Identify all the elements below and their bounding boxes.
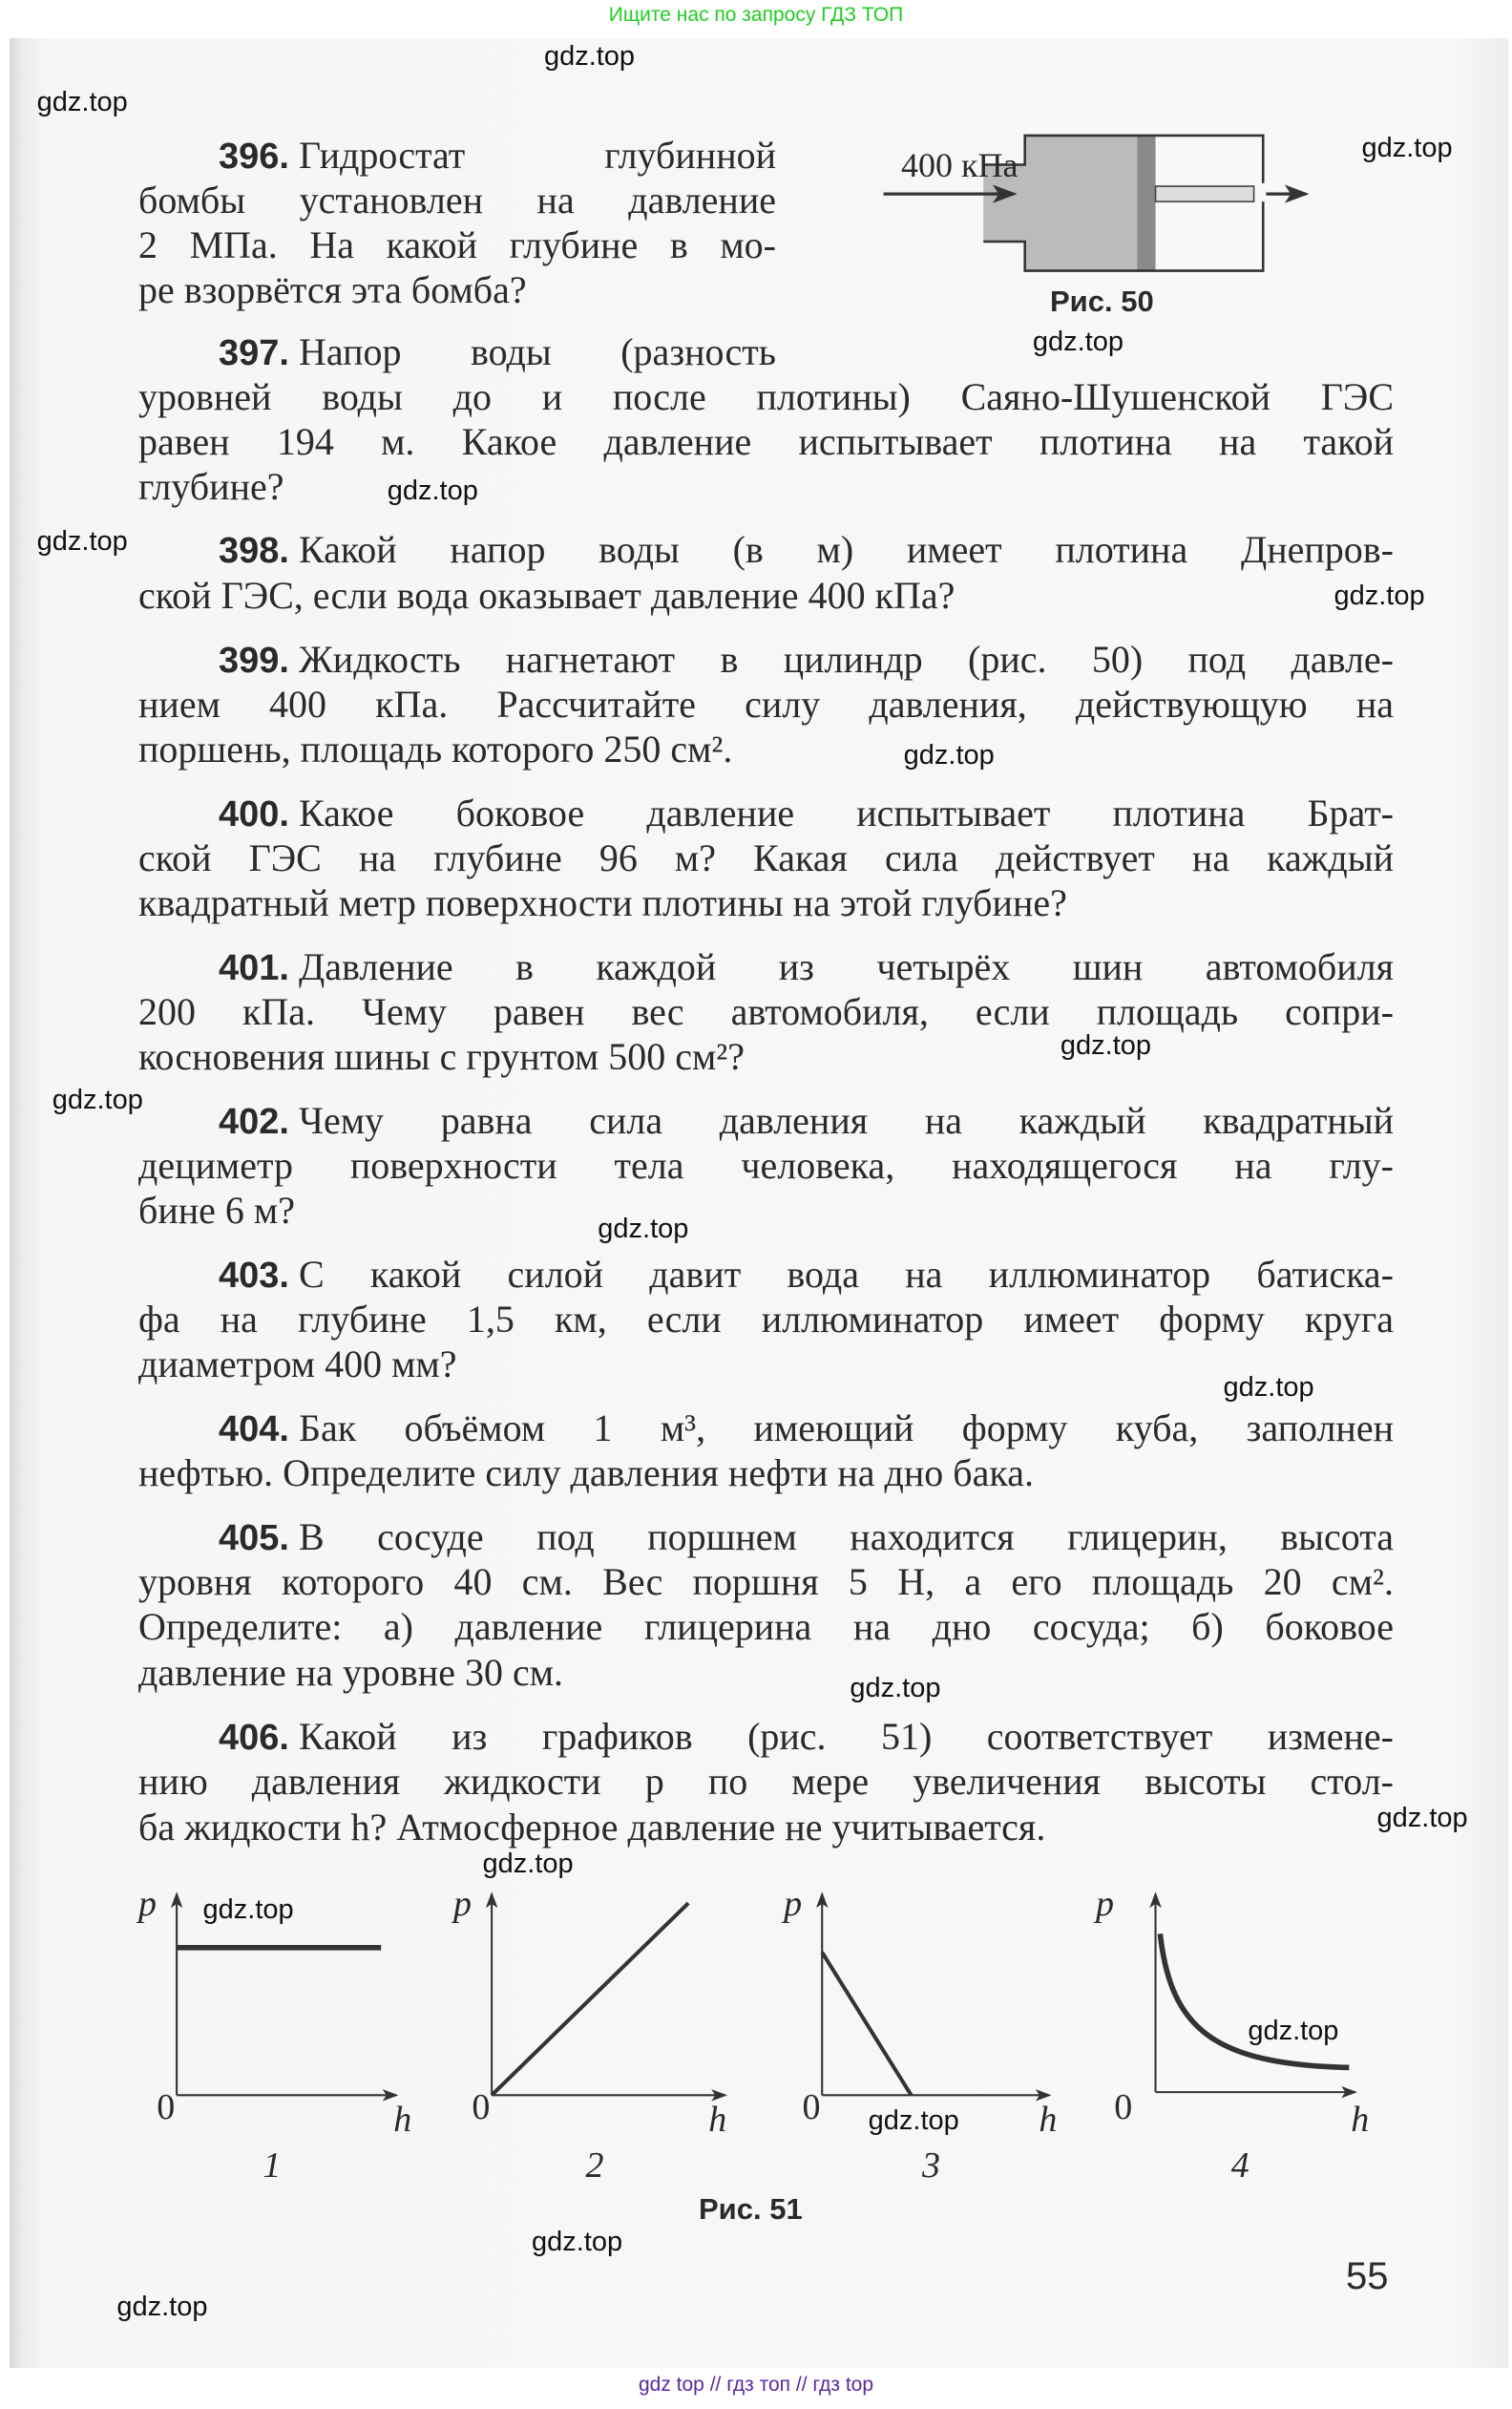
problem-text: фа на глубине 1,5 км, если иллюминатор имеет форму круга <box>138 1297 1394 1341</box>
problem-text: дециметр поверхности тела человека, находящегося на глу- <box>138 1143 1394 1187</box>
watermark-link[interactable]: gdz.top <box>543 40 636 72</box>
problem-number: 396. <box>219 136 289 177</box>
problem-text: диаметром 400 мм? <box>138 1342 457 1386</box>
problem-text: ской ГЭС на глубине 96 м? Какая сила действует на каждый <box>138 835 1394 879</box>
graph-2-y-label: p <box>453 1884 472 1925</box>
watermark-link[interactable]: gdz.top <box>850 1673 941 1704</box>
bottom-banner[interactable]: gdz top // гдз топ // гдз top <box>638 2374 874 2396</box>
watermark-link[interactable]: gdz.top <box>52 1084 143 1115</box>
watermark-link[interactable]: gdz.top <box>532 2226 623 2257</box>
problem-text: давление на уровне 30 см. <box>138 1650 564 1694</box>
problem-text: Напор воды (разность <box>298 329 776 373</box>
problem-number: 406. <box>219 1718 289 1759</box>
problem-number: 401. <box>219 947 289 988</box>
watermark-link[interactable]: gdz.top <box>36 86 128 117</box>
problem-number: 397. <box>219 332 289 373</box>
problem-text: В сосуде под поршнем находится глицерин, высота <box>298 1515 1394 1558</box>
problem-number: 404. <box>219 1408 289 1449</box>
watermark-link[interactable]: gdz.top <box>36 526 128 558</box>
watermark-link[interactable]: gdz.top <box>903 740 995 771</box>
watermark-link[interactable]: gdz.top <box>598 1214 689 1244</box>
graph-4-number: 4 <box>1230 2145 1250 2187</box>
problem-text: косновения шины с грунтом 500 см²? <box>138 1035 746 1079</box>
problem-text: нию давления жидкости p по мере увеличения высоты стол- <box>138 1760 1394 1804</box>
problem-text: уровней воды до и после плотины) Саяно-Шушенской ГЭС <box>138 374 1394 418</box>
watermark-link[interactable]: gdz.top <box>387 475 478 507</box>
graph-1-y-label: p <box>137 1884 157 1925</box>
piston <box>1137 136 1155 271</box>
graph-3-line <box>822 1953 911 2096</box>
problem-text: Чему равна сила давления на каждый квадратный <box>298 1098 1394 1142</box>
fig50-pressure-label: 400 кПа <box>901 146 1018 184</box>
watermark-link[interactable]: gdz.top <box>1334 580 1425 611</box>
graph-3-y-label: p <box>784 1884 803 1925</box>
graph-2-origin-label: 0 <box>472 2086 491 2127</box>
fig51-caption: Рис. 51 <box>699 2192 803 2226</box>
graph-1-number: 1 <box>262 2145 282 2187</box>
problem-text: бомбы установлен на давление <box>138 178 776 222</box>
problem-text: нефтью. Определите силу давления нефти на дно бака. <box>138 1450 1034 1494</box>
problem-text: Какое боковое давление испытывает плотина Брат- <box>298 791 1394 835</box>
watermark-link[interactable]: gdz.top <box>868 2104 959 2136</box>
problem-text: Гидростат глубинной <box>298 133 776 177</box>
watermark-link[interactable]: gdz.top <box>116 2291 208 2322</box>
watermark-link[interactable]: gdz.top <box>1361 133 1453 164</box>
graph-4-y-label: p <box>1095 1884 1114 1925</box>
problem-text: уровня которого 40 см. Вес поршня 5 Н, а его площадь 20 см². <box>138 1560 1394 1604</box>
watermark-link[interactable]: gdz.top <box>482 1848 574 1879</box>
problem-text: равен 194 м. Какое давление испытывает плотина на такой <box>138 420 1394 464</box>
problem-text: ре взорвётся эта бомба? <box>138 268 527 312</box>
problem-number: 403. <box>219 1255 289 1296</box>
graph-2-line <box>492 1903 688 2095</box>
problem-number: 402. <box>219 1101 289 1142</box>
problem-text: поршень, площадь которого 250 см². <box>138 728 733 771</box>
problem-text: квадратный метр поверхности плотины на этой глубине? <box>138 881 1067 925</box>
graph-3 <box>822 1893 1049 2095</box>
graph-3-origin-label: 0 <box>802 2086 821 2127</box>
page-number: 55 <box>1346 2255 1389 2297</box>
watermark-link[interactable]: gdz.top <box>202 1894 294 1926</box>
problem-text: ба жидкости h? Атмосферное давление не учитывается. <box>138 1805 1046 1849</box>
problem-text: Какой из графиков (рис. 51) соответствует измене- <box>298 1715 1394 1759</box>
fig50-caption: Рис. 50 <box>1050 285 1154 318</box>
problem-number: 399. <box>219 640 289 681</box>
graph-4-origin-label: 0 <box>1114 2086 1133 2127</box>
graph-2-number: 2 <box>585 2145 604 2187</box>
problem-number: 405. <box>219 1518 289 1558</box>
problem-text: бине 6 м? <box>138 1189 295 1233</box>
fig51-graphs <box>177 1893 1355 2095</box>
piston-rod <box>1156 186 1254 201</box>
watermark-link[interactable]: gdz.top <box>1223 1371 1314 1403</box>
graph-1-x-label: h <box>393 2099 412 2140</box>
problem-text: С какой силой давит вода на иллюминатор батиска- <box>298 1252 1394 1296</box>
graph-1-origin-label: 0 <box>157 2086 176 2127</box>
problem-text: Жидкость нагнетают в цилиндр (рис. 50) под давле- <box>298 637 1394 681</box>
problem-number: 400. <box>219 793 289 835</box>
problem-text: Какой напор воды (в м) имеет плотина Днепров- <box>298 528 1394 572</box>
problem-text: 2 МПа. На какой глубине в мо- <box>138 222 776 266</box>
graph-3-number: 3 <box>922 2145 941 2187</box>
problem-text: нием 400 кПа. Рассчитайте силу давления, действующую на <box>138 682 1394 726</box>
graph-2-x-label: h <box>708 2099 727 2140</box>
graph-4 <box>1156 1893 1355 2092</box>
problem-text: Давление в каждой из четырёх шин автомобиля <box>298 944 1394 988</box>
graph-2 <box>492 1893 725 2095</box>
problem-text: ской ГЭС, если вода оказывает давление 400 кПа? <box>138 573 956 617</box>
problem-text: Бак объёмом 1 м³, имеющий форму куба, заполнен <box>298 1405 1394 1449</box>
problem-text: глубине? <box>138 465 284 509</box>
problem-number: 398. <box>219 531 289 572</box>
watermark-link[interactable]: gdz.top <box>1376 1802 1468 1833</box>
graph-3-x-label: h <box>1039 2099 1058 2140</box>
watermark-link[interactable]: gdz.top <box>1248 2016 1339 2047</box>
top-banner[interactable]: Ищите нас по запросу ГДЗ ТОП <box>608 4 904 26</box>
problem-text: 200 кПа. Чему равен вес автомобиля, если площадь сопри- <box>138 989 1394 1033</box>
graph-4-x-label: h <box>1351 2099 1370 2140</box>
problem-text: Определите: а) давление глицерина на дно сосуда; б) боковое <box>138 1605 1394 1649</box>
watermark-link[interactable]: gdz.top <box>1032 327 1124 358</box>
watermark-link[interactable]: gdz.top <box>1060 1030 1152 1062</box>
